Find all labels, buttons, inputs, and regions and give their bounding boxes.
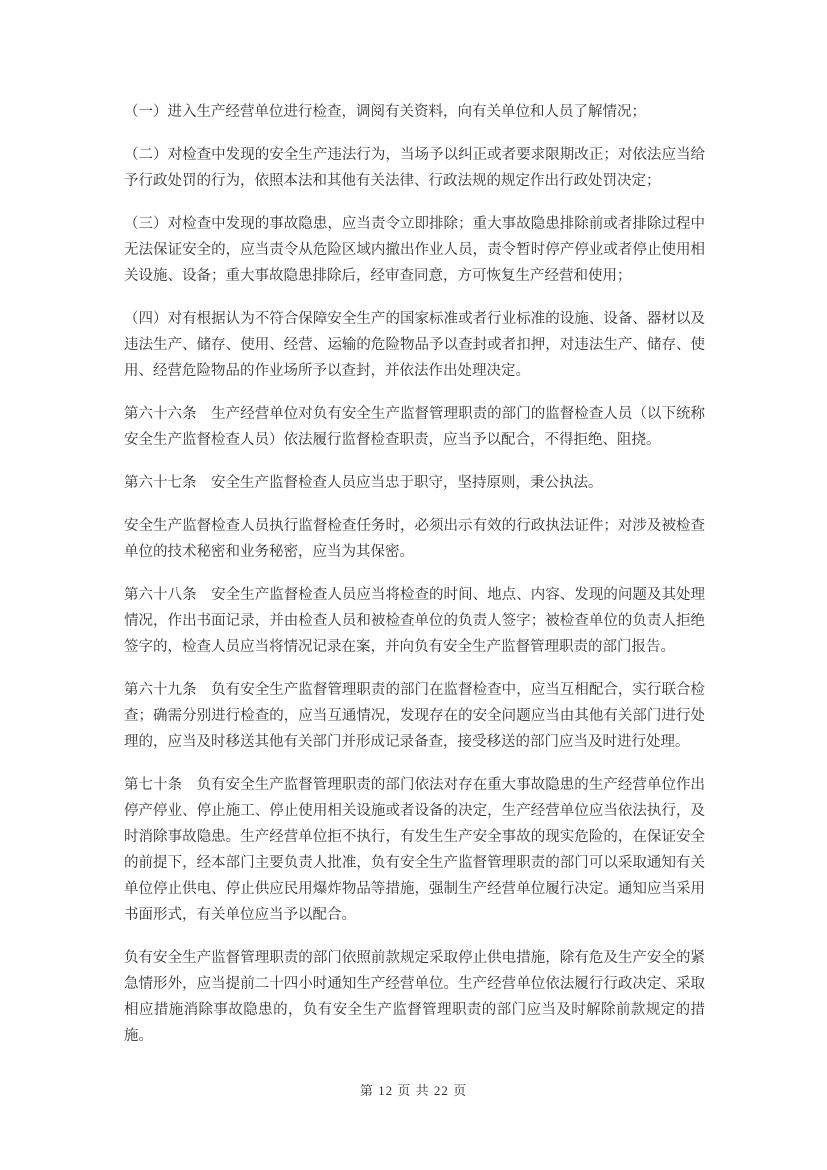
- paragraph-article-66: 第六十六条 生产经营单位对负有安全生产监督管理职责的部门的监督检查人员（以下统称安全生产监督检查人员）依法履行监督检查职责，应当予以配合，不得拒绝、阻挠。: [124, 406, 705, 448]
- paragraph-article-70-cont: 负有安全生产监督管理职责的部门依照前款规定采取停止供电措施，除有危及生产安全的紧急情形外，应当提前二十四小时通知生产经营单位。生产经营单位依法履行行政决定、采取相应措施消除事故隐患的，负有安全生产监督管理职责的部门应当及时解除前款规定的措施。: [124, 950, 705, 1044]
- paragraph-item-1: （一）进入生产经营单位进行检查，调阅有关资料，向有关单位和人员了解情况；: [124, 104, 646, 120]
- paragraph-article-67-cont: 安全生产监督检查人员执行监督检查任务时，必须出示有效的行政执法证件；对涉及被检查单位的技术秘密和业务秘密，应当为其保密。: [124, 518, 705, 560]
- paragraph-item-2: （二）对检查中发现的安全生产违法行为，当场予以纠正或者要求限期改正；对依法应当给予行政处罚的行为，依照本法和其他有关法律、行政法规的规定作出行政处罚决定；: [124, 147, 705, 189]
- paragraph-item-4: （四）对有根据认为不符合保障安全生产的国家标准或者行业标准的设施、设备、器材以及违法生产、储存、使用、经营、运输的危险物品予以查封或者扣押，对违法生产、储存、使用、经营危险物品的作业场所予以查封，并依法作出处理决定。: [124, 311, 705, 379]
- document-body: [124, 99, 705, 1066]
- paragraph-article-67: 第六十七条 安全生产监督检查人员应当忠于职守，坚持原则，秉公执法。: [124, 475, 603, 491]
- page-number-footer: 第 12 页 共 22 页: [359, 1083, 468, 1098]
- paragraph-item-3: （三）对检查中发现的事故隐患，应当责令立即排除；重大事故隐患排除前或者排除过程中无法保证安全的，应当责令从危险区域内撤出作业人员，责令暂时停产停业或者停止使用相关设施、设备；重大事故隐患排除后，经审查同意，方可恢复生产经营和使用；: [124, 216, 705, 284]
- paragraph-article-69: 第六十九条 负有安全生产监督管理职责的部门在监督检查中，应当互相配合，实行联合检查；确需分别进行检查的，应当互通情况，发现存在的安全问题应当由其他有关部门进行处理的，应当及时移送其他有关部门并形成记录备查，接受移送的部门应当及时进行处理。: [124, 682, 705, 750]
- paragraph-article-70: 第七十条 负有安全生产监督管理职责的部门依法对存在重大事故隐患的生产经营单位作出停产停业、停止施工、停止使用相关设施或者设备的决定，生产经营单位应当依法执行，及时消除事故隐患。生产经营单位拒不执行，有发生生产安全事故的现实危险的，在保证安全的前提下，经本部门主要负责人批准，负有安全生产监督管理职责的部门可以采取通知有关单位停止供电、停止供应民用爆炸物品等措施，强制生产经营单位履行决定。通知应当采用书面形式，有关单位应当予以配合。: [124, 777, 705, 923]
- paragraph-article-68: 第六十八条 安全生产监督检查人员应当将检查的时间、地点、内容、发现的问题及其处理情况，作出书面记录，并由检查人员和被检查单位的负责人签字；被检查单位的负责人拒绝签字的，检查人员应当将情况记录在案，并向负有安全生产监督管理职责的部门报告。: [124, 587, 705, 655]
